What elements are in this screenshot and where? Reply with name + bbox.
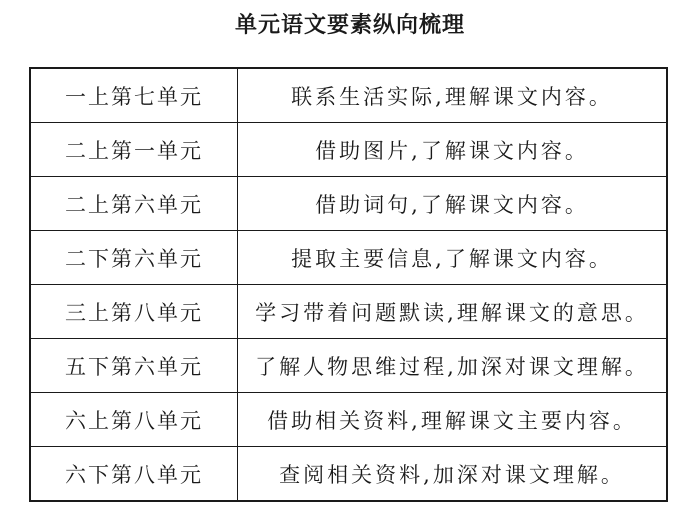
element-cell: 学习带着问题默读,理解课文的意思。 bbox=[238, 285, 668, 339]
element-cell: 提取主要信息,了解课文内容。 bbox=[238, 231, 668, 285]
unit-cell: 一上第七单元 bbox=[30, 68, 238, 123]
element-cell: 借助相关资料,理解课文主要内容。 bbox=[238, 393, 668, 447]
unit-cell: 二上第一单元 bbox=[30, 123, 238, 177]
unit-cell: 六下第八单元 bbox=[30, 447, 238, 502]
element-cell: 借助图片,了解课文内容。 bbox=[238, 123, 668, 177]
table-row bbox=[30, 393, 667, 447]
table-row bbox=[30, 447, 667, 502]
element-cell: 了解人物思维过程,加深对课文理解。 bbox=[238, 339, 668, 393]
table-row bbox=[30, 177, 667, 231]
unit-cell: 二下第六单元 bbox=[30, 231, 238, 285]
page-title: 单元语文要素纵向梳理 bbox=[234, 13, 465, 38]
unit-cell: 二上第六单元 bbox=[30, 177, 238, 231]
element-cell: 查阅相关资料,加深对课文理解。 bbox=[238, 447, 668, 502]
unit-cell: 三上第八单元 bbox=[30, 285, 238, 339]
table-row bbox=[30, 123, 667, 177]
element-cell: 联系生活实际,理解课文内容。 bbox=[238, 68, 668, 123]
language-elements-table bbox=[29, 67, 668, 502]
table-row bbox=[30, 285, 667, 339]
table-row bbox=[30, 68, 667, 123]
element-cell: 借助词句,了解课文内容。 bbox=[238, 177, 668, 231]
table-row bbox=[30, 231, 667, 285]
unit-cell: 五下第六单元 bbox=[30, 339, 238, 393]
table-row bbox=[30, 339, 667, 393]
unit-cell: 六上第八单元 bbox=[30, 393, 238, 447]
